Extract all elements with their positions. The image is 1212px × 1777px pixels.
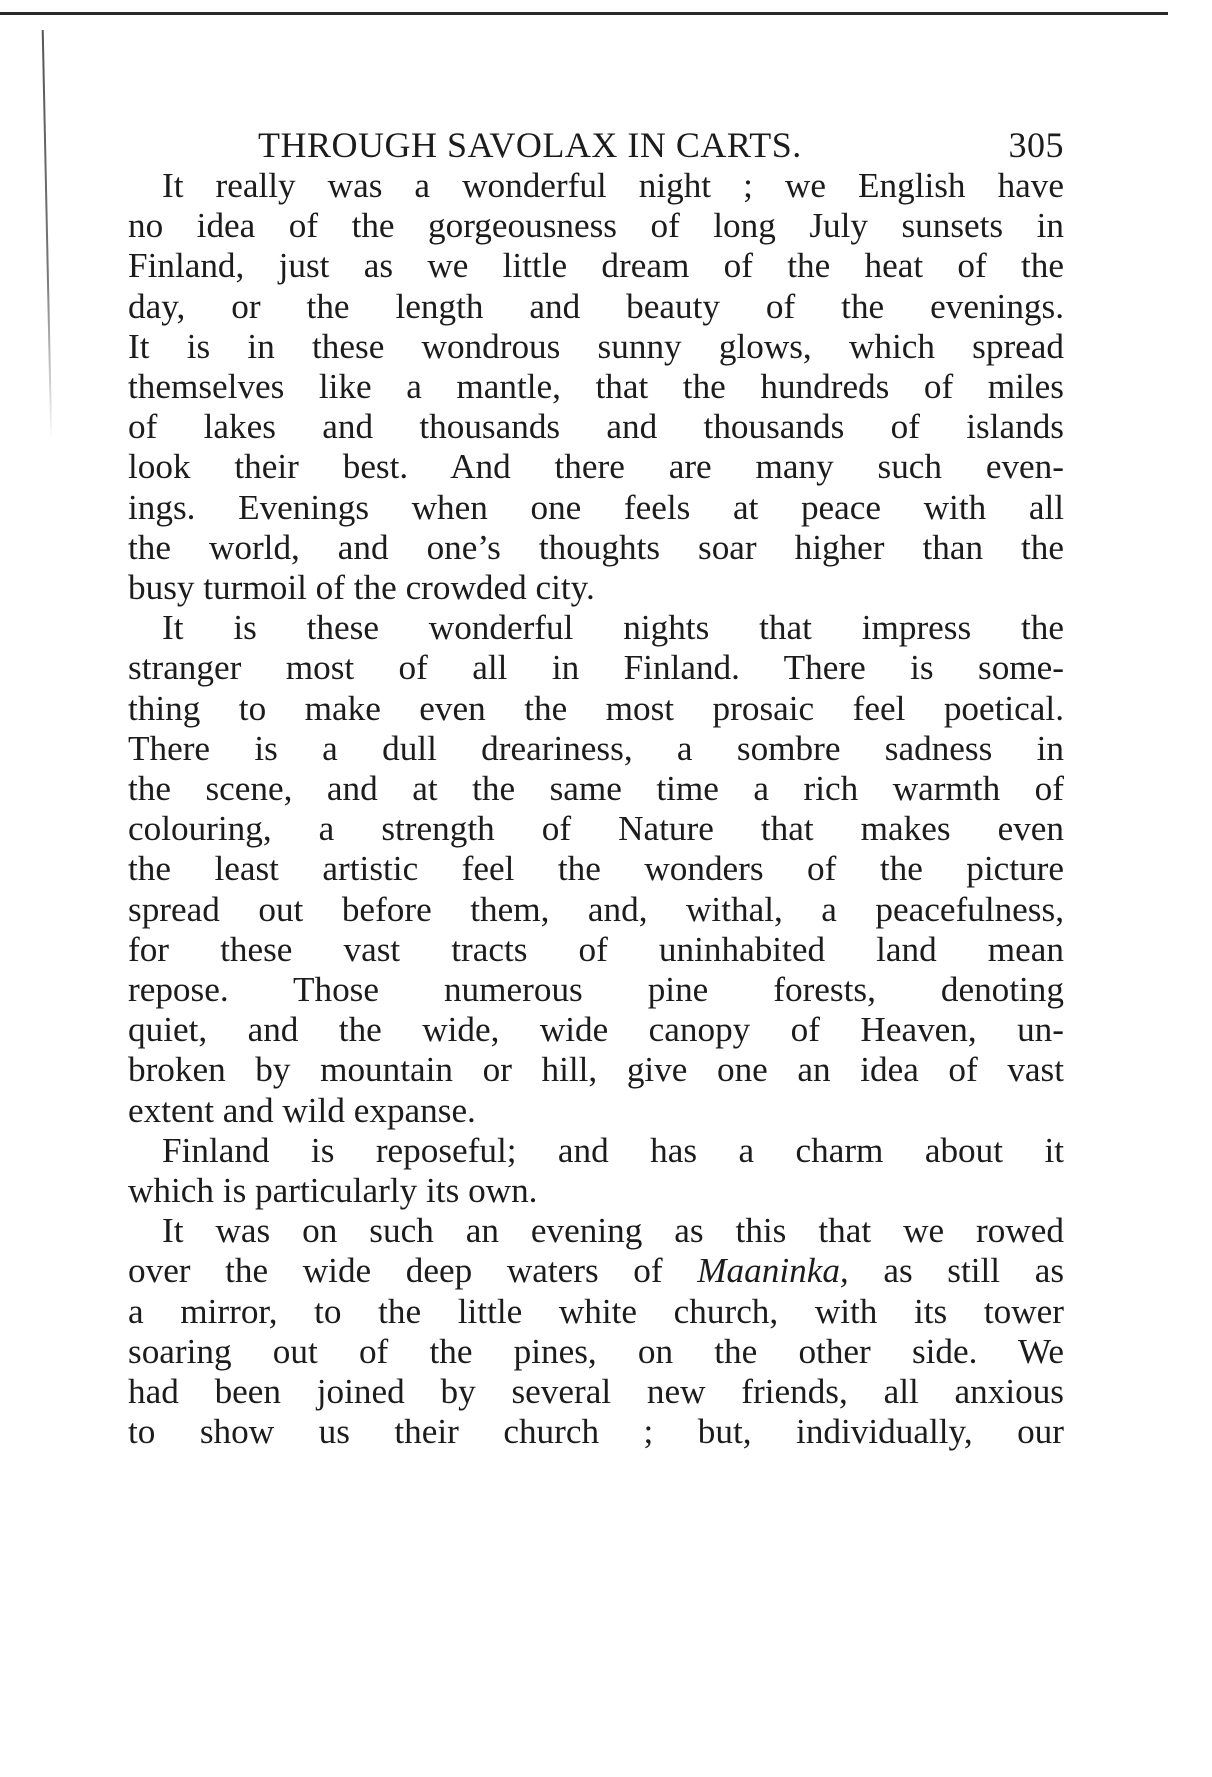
text-line: broken by mountain or hill, give one an idea of vast: [128, 1050, 1064, 1090]
text-line: had been joined by several new friends, all anxious: [128, 1372, 1064, 1412]
text-line: themselves like a mantle, that the hundreds of miles: [128, 367, 1064, 407]
place-name-italic: Maaninka,: [697, 1251, 849, 1291]
text-line: a mirror, to the little white church, with its tower: [128, 1291, 1064, 1331]
running-title: THROUGH SAVOLAX IN CARTS.: [258, 125, 802, 165]
line-text-after: as still as: [848, 1251, 1065, 1291]
text-line: quiet, and the wide, wide canopy of Heaven, un-: [128, 1010, 1064, 1050]
line-text-before: over the wide deep waters of: [128, 1251, 698, 1291]
text-line: for these vast tracts of uninhabited land mean: [128, 929, 1064, 969]
text-line: the least artistic feel the wonders of the picture: [128, 849, 1064, 889]
text-line: extent and wild expanse.: [128, 1090, 476, 1130]
text-line: Finland is reposeful; and has a charm about it: [162, 1130, 1064, 1170]
top-rule: [0, 12, 1168, 15]
text-line: colouring, a strength of Nature that makes even: [128, 809, 1064, 849]
text-line: stranger most of all in Finland. There is some-: [128, 648, 1064, 688]
text-line: the world, and one’s thoughts soar higher than the: [128, 527, 1064, 567]
text-line: soaring out of the pines, on the other side. We: [128, 1331, 1064, 1371]
body-text: [128, 166, 1064, 1453]
text-line: It really was a wonderful night ; we English have: [162, 166, 1064, 205]
text-line: thing to make even the most prosaic feel poetical.: [128, 688, 1064, 728]
text-line: day, or the length and beauty of the evenings.: [128, 286, 1064, 326]
text-line: Finland, just as we little dream of the heat of the: [128, 246, 1064, 286]
text-line: There is a dull dreariness, a sombre sadness in: [128, 728, 1064, 768]
text-line: repose. Those numerous pine forests, denoting: [128, 970, 1064, 1010]
running-head: [128, 110, 1064, 166]
text-line: spread out before them, and, withal, a peacefulness,: [128, 889, 1064, 929]
text-line: to show us their church ; but, individually, our: [128, 1412, 1064, 1452]
text-line: look their best. And there are many such even-: [128, 447, 1064, 487]
page-number: 305: [1008, 125, 1064, 165]
text-line: of lakes and thousands and thousands of islands: [128, 407, 1064, 447]
text-line: ings. Evenings when one feels at peace with all: [128, 487, 1064, 527]
text-line: It is these wonderful nights that impress the: [162, 608, 1064, 648]
text-line: It is in these wondrous sunny glows, which spread: [128, 326, 1064, 366]
text-line: busy turmoil of the crowded city.: [128, 568, 595, 608]
text-line: the scene, and at the same time a rich warmth of: [128, 769, 1064, 809]
binding-shadow: [42, 30, 53, 440]
book-page: [128, 110, 1064, 1453]
text-line: no idea of the gorgeousness of long July sunsets in: [128, 206, 1064, 246]
text-line: It was on such an evening as this that we rowed: [162, 1211, 1064, 1251]
text-line-with-italic: [128, 1251, 1064, 1291]
text-line: which is particularly its own.: [128, 1171, 538, 1211]
